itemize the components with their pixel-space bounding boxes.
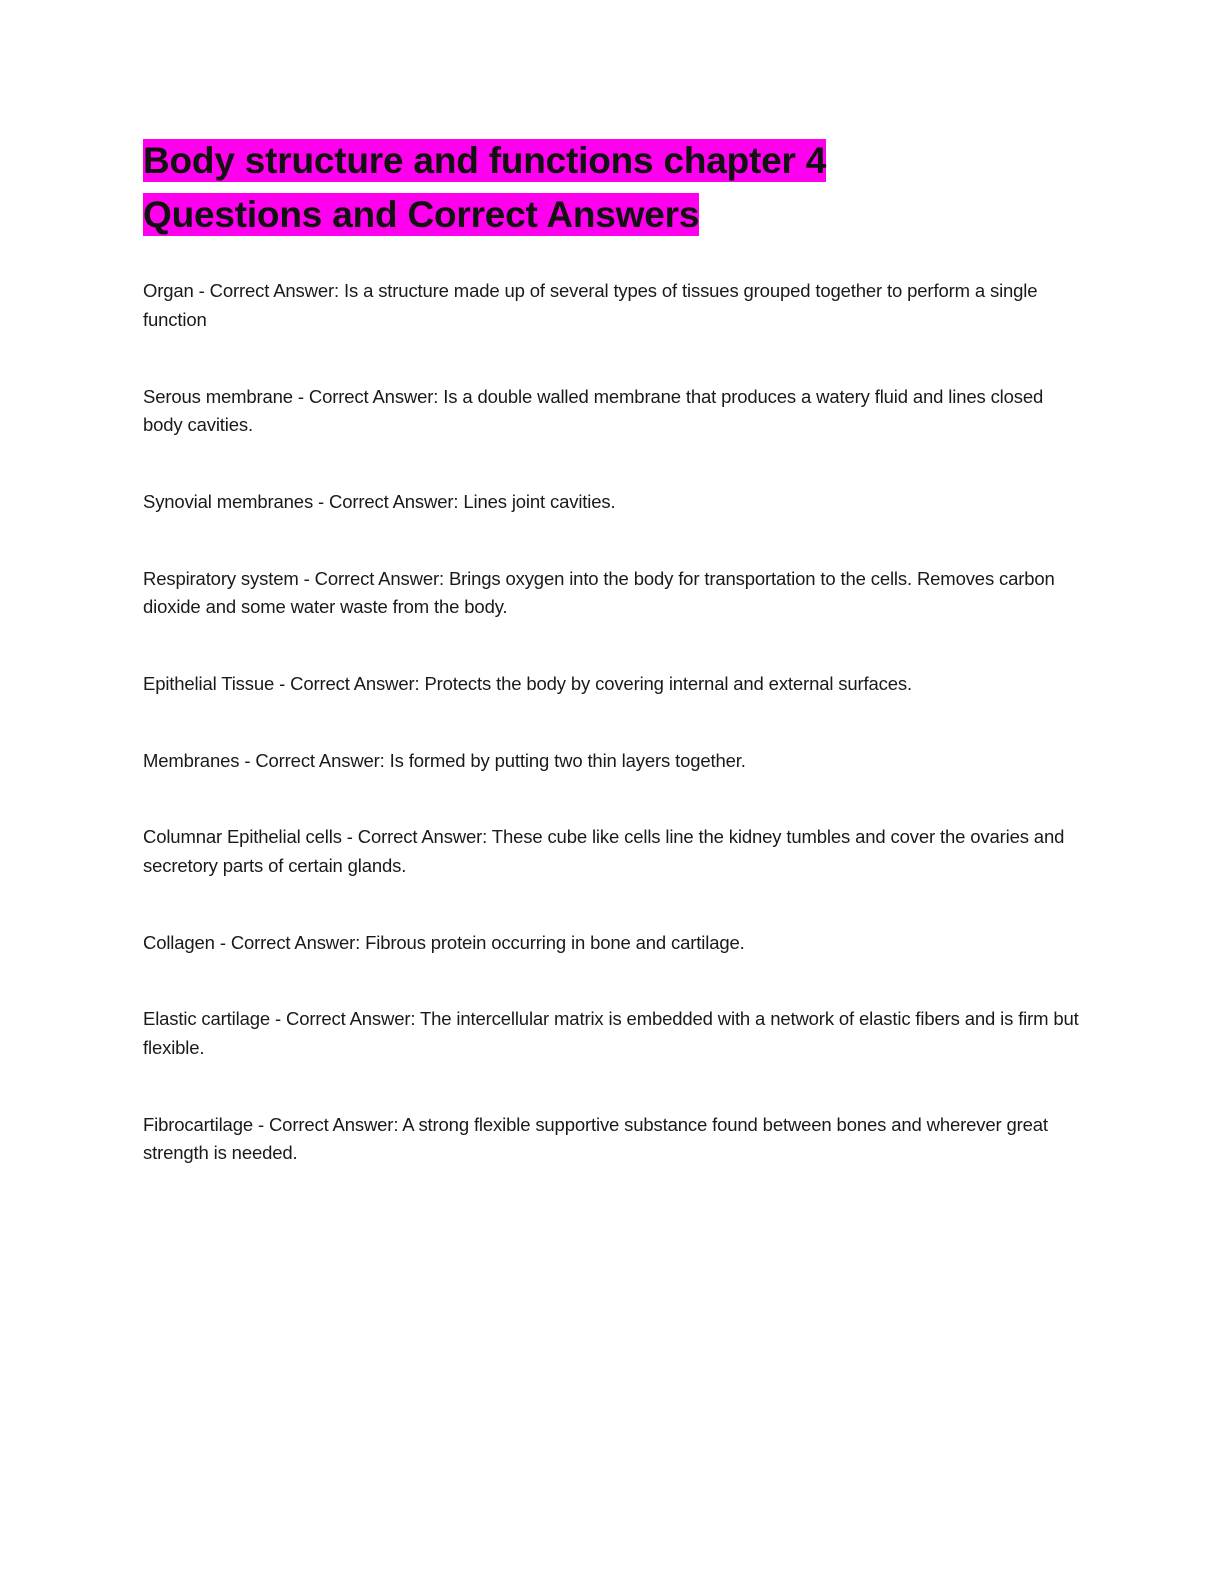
document-body — [143, 134, 1083, 1168]
qa-entry: Columnar Epithelial cells - Correct Answer: These cube like cells line the kidney tumbles and cover the ovaries and secretory parts of certain glands. — [143, 826, 1065, 876]
qa-entry: Membranes - Correct Answer: Is formed by putting two thin layers together. — [143, 749, 746, 771]
qa-entry: Respiratory system - Correct Answer: Brings oxygen into the body for transportation to the cells. Removes carbon dioxide and some water waste from the body. — [143, 567, 1055, 618]
qa-entry: Epithelial Tissue - Correct Answer: Protects the body by covering internal and external surfaces. — [143, 672, 912, 694]
qa-entry: Elastic cartilage - Correct Answer: The intercellular matrix is embedded with a network of elastic fibers and is firm but flexible. — [143, 1008, 1079, 1059]
page-title-line-2: Questions and Correct Answers — [143, 193, 700, 235]
qa-entry: Fibrocartilage - Correct Answer: A strong flexible supportive substance found between bones and wherever great strength is needed. — [143, 1113, 1048, 1164]
page-title-line-1: Body structure and functions chapter 4 — [143, 140, 827, 181]
page-title — [143, 134, 1083, 241]
qa-entry: Collagen - Correct Answer: Fibrous protein occurring in bone and cartilage. — [143, 931, 745, 953]
qa-entry: Synovial membranes - Correct Answer: Lines joint cavities. — [143, 490, 616, 512]
qa-entry: Serous membrane - Correct Answer: Is a double walled membrane that produces a watery fluid and lines closed body cavities. — [143, 385, 1044, 436]
qa-entry: Organ - Correct Answer: Is a structure made up of several types of tissues grouped together to perform a single function — [143, 280, 1038, 330]
